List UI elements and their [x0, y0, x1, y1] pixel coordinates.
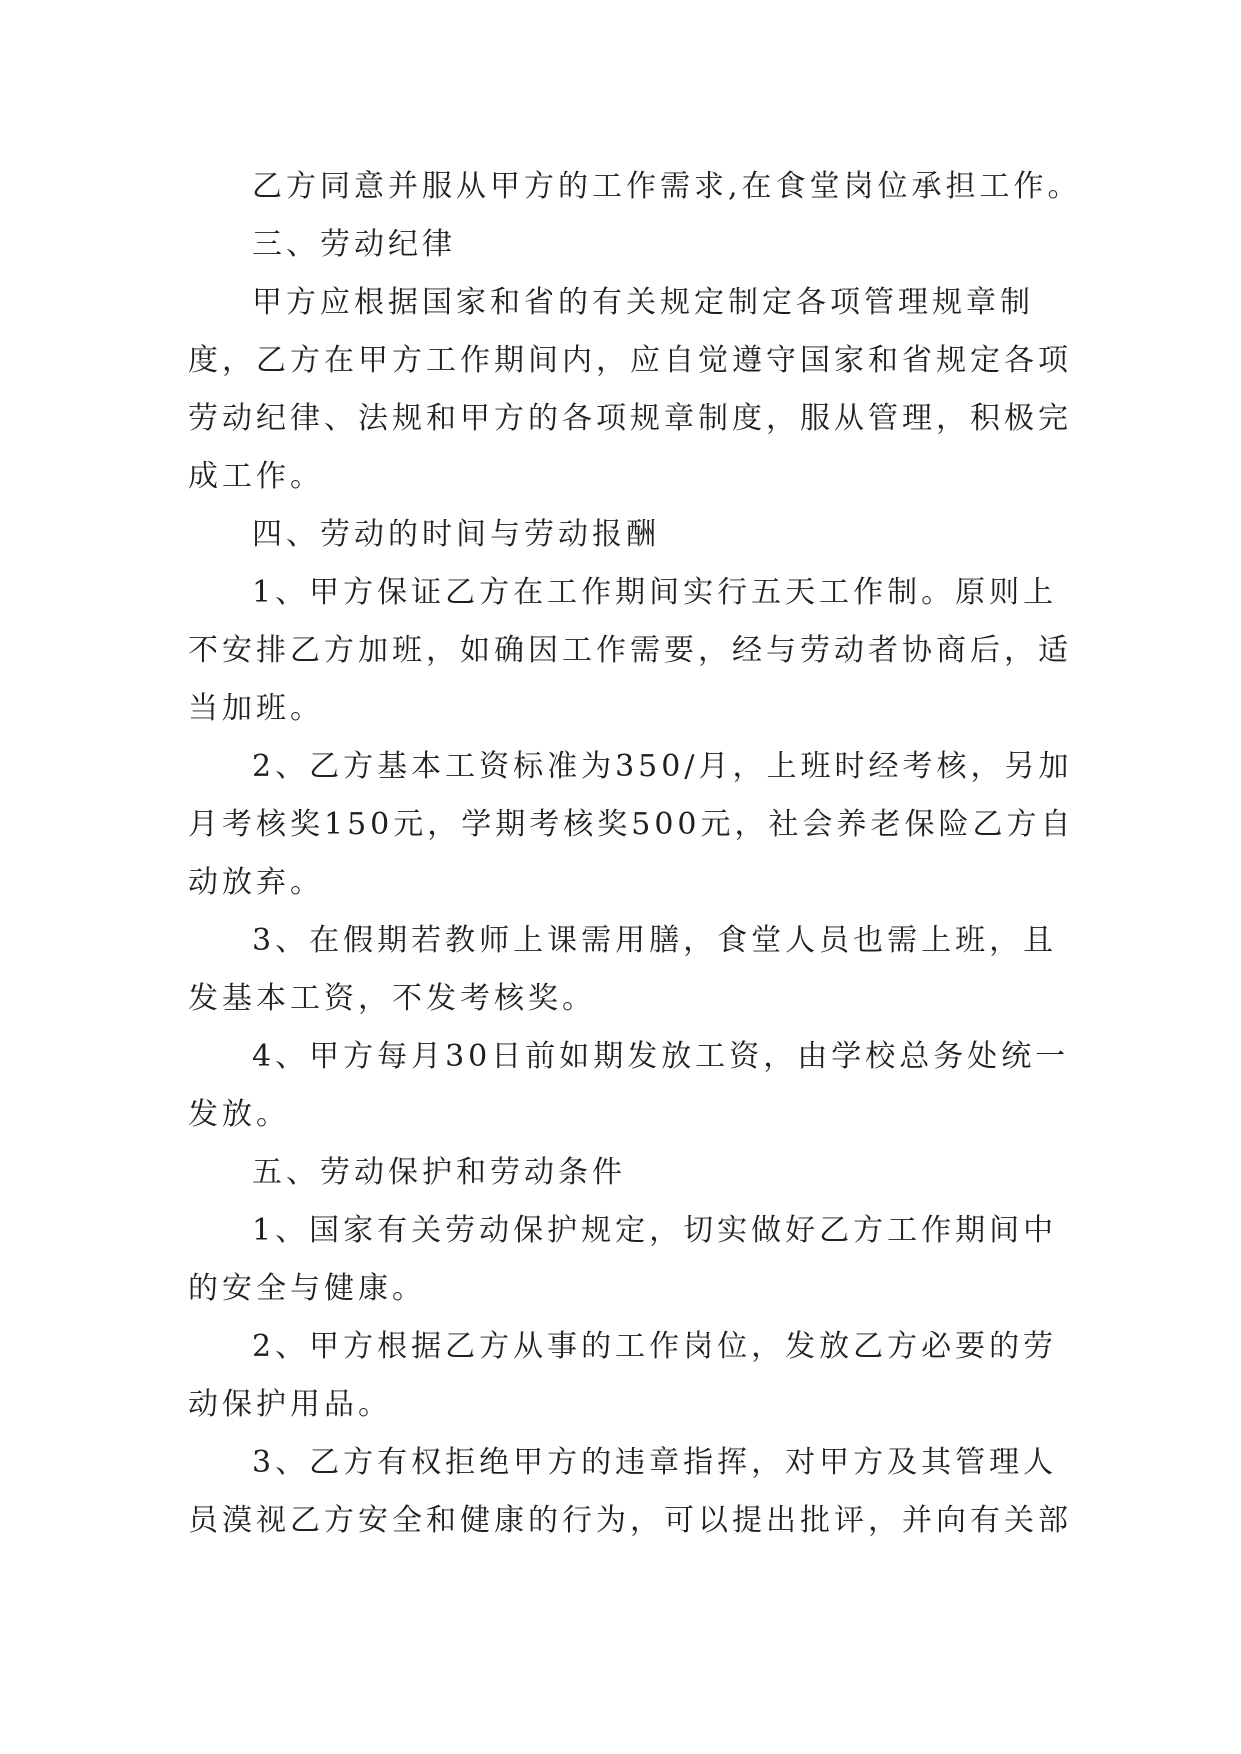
text-line: 员漠视乙方安全和健康的行为，可以提出批评，并向有关部 [188, 1503, 1072, 1538]
text-line: 不安排乙方加班，如确因工作需要，经与劳动者协商后，适 [188, 633, 1072, 668]
text-line: 五、劳动保护和劳动条件 [252, 1155, 626, 1190]
text-line: 2、乙方基本工资标准为350/月，上班时经考核，另加 [252, 749, 1073, 784]
document-body [188, 158, 1082, 1550]
text-line: 甲方应根据国家和省的有关规定制定各项管理规章制 [252, 285, 1034, 320]
text-line: 发基本工资，不发考核奖。 [188, 981, 596, 1016]
text-line: 3、在假期若教师上课需用膳，食堂人员也需上班，且 [252, 923, 1058, 958]
text-line: 月考核奖150元，学期考核奖500元，社会养老保险乙方自 [188, 807, 1075, 842]
text-line: 1、国家有关劳动保护规定，切实做好乙方工作期间中 [252, 1213, 1058, 1248]
text-line: 动放弃。 [188, 865, 324, 900]
text-line: 当加班。 [188, 691, 324, 726]
text-line: 1、甲方保证乙方在工作期间实行五天工作制。原则上 [252, 575, 1058, 610]
text-line: 乙方同意并服从甲方的工作需求,在食堂岗位承担工作。 [252, 169, 1082, 204]
text-line: 成工作。 [188, 459, 324, 494]
text-line: 的安全与健康。 [188, 1271, 426, 1306]
text-line: 发放。 [188, 1097, 290, 1132]
text-line: 四、劳动的时间与劳动报酬 [252, 517, 660, 552]
text-line: 3、乙方有权拒绝甲方的违章指挥，对甲方及其管理人 [252, 1445, 1058, 1480]
text-line: 动保护用品。 [188, 1387, 392, 1422]
text-line: 三、劳动纪律 [252, 227, 456, 262]
text-line: 度，乙方在甲方工作期间内，应自觉遵守国家和省规定各项 [188, 343, 1072, 378]
text-line: 4、甲方每月30日前如期发放工资，由学校总务处统一 [252, 1039, 1070, 1074]
text-line: 劳动纪律、法规和甲方的各项规章制度，服从管理，积极完 [188, 401, 1072, 436]
text-line: 2、甲方根据乙方从事的工作岗位，发放乙方必要的劳 [252, 1329, 1058, 1364]
